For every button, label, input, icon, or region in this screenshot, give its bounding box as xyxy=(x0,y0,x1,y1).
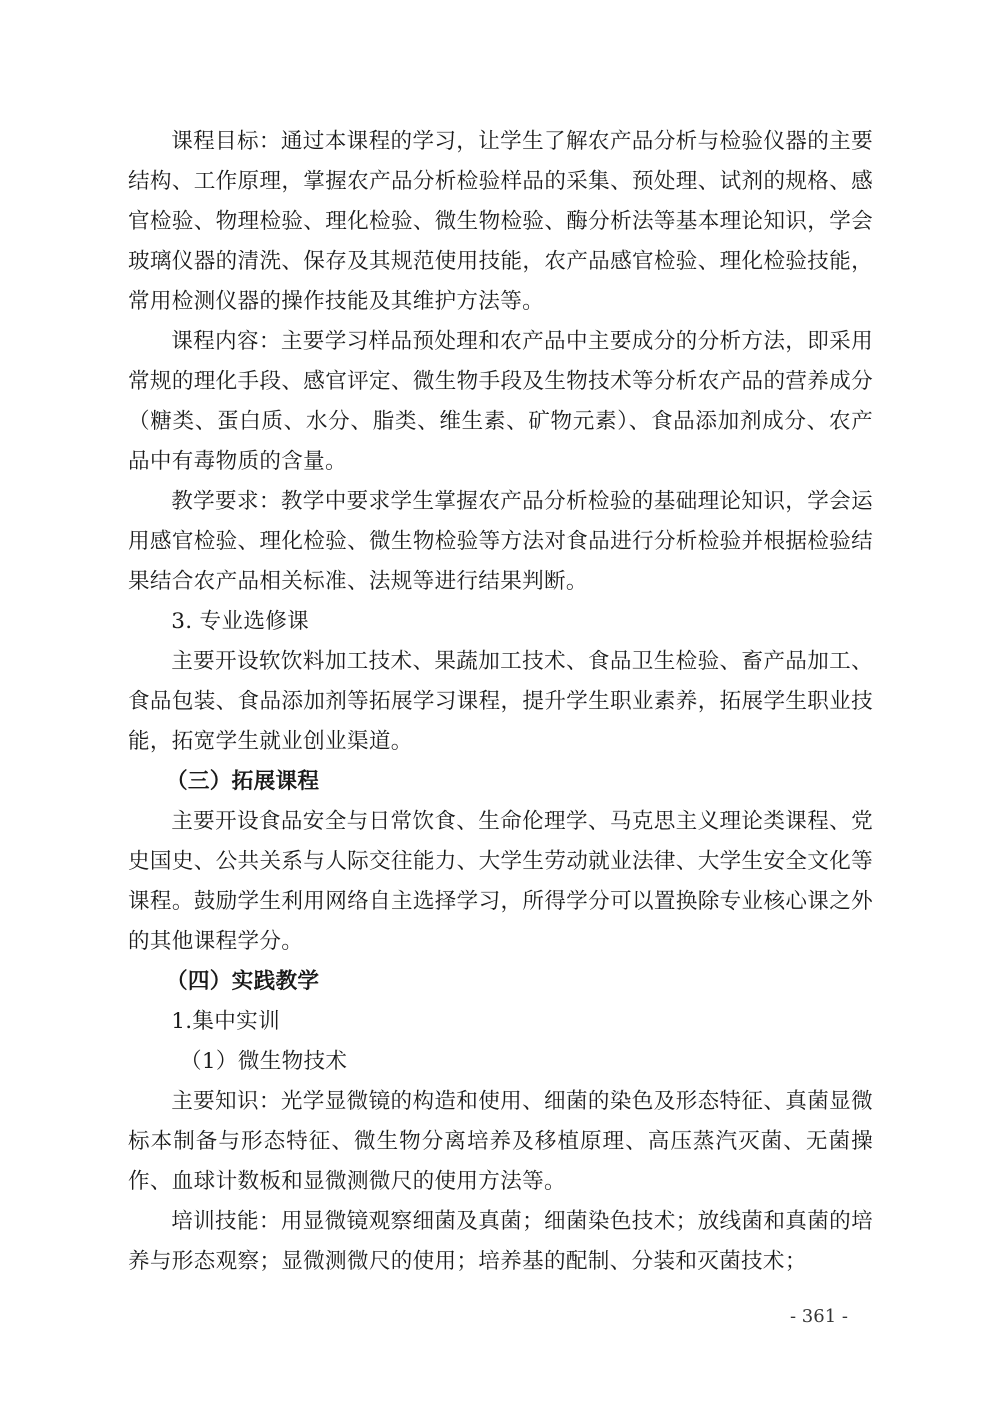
paragraph-course-objectives: 课程目标：通过本课程的学习，让学生了解农产品分析与检验仪器的主要结构、工作原理，掌握农产品分析检验样品的采集、预处理、试剂的规格、感官检验、物理检验、理化检验、微生物检验、酶分析法等基本理论知识，学会玻璃仪器的清洗、保存及其规范使用技能，农产品感官检验、理化检验技能，常用检测仪器的操作技能及其维护方法等。 xyxy=(128,129,873,314)
heading-elective-courses: 3. 专业选修课 xyxy=(171,609,310,634)
paragraph-elective-courses: 主要开设软饮料加工技术、果蔬加工技术、食品卫生检验、畜产品加工、食品包装、食品添加剂等拓展学习课程，提升学生职业素养，拓展学生职业技能，拓宽学生就业创业渠道。 xyxy=(128,649,873,754)
document-body xyxy=(128,122,873,1282)
paragraph-extension-courses: 主要开设食品安全与日常饮食、生命伦理学、马克思主义理论类课程、党史国史、公共关系与人际交往能力、大学生劳动就业法律、大学生安全文化等课程。鼓励学生利用网络自主选择学习，所得学分可以置换除专业核心课之外的其他课程学分。 xyxy=(128,809,873,954)
paragraph-course-content: 课程内容：主要学习样品预处理和农产品中主要成分的分析方法，即采用常规的理化手段、感官评定、微生物手段及生物技术等分析农产品的营养成分（糖类、蛋白质、水分、脂类、维生素、矿物元素）、食品添加剂成分、农产品中有毒物质的含量。 xyxy=(128,329,873,474)
heading-centralized-training: 1.集中实训 xyxy=(171,1009,280,1034)
page-number: - 361 - xyxy=(790,1306,848,1327)
paragraph-main-knowledge: 主要知识：光学显微镜的构造和使用、细菌的染色及形态特征、真菌显微标本制备与形态特征、微生物分离培养及移植原理、高压蒸汽灭菌、无菌操作、血球计数板和显微测微尺的使用方法等。 xyxy=(128,1089,873,1194)
heading-practical-teaching: （四）实践教学 xyxy=(166,969,320,994)
paragraph-teaching-requirements: 教学要求：教学中要求学生掌握农产品分析检验的基础理论知识，学会运用感官检验、理化检验、微生物检验等方法对食品进行分析检验并根据检验结果结合农产品相关标准、法规等进行结果判断。 xyxy=(128,489,873,594)
paragraph-training-skills: 培训技能：用显微镜观察细菌及真菌；细菌染色技术；放线菌和真菌的培养与形态观察；显微测微尺的使用；培养基的配制、分装和灭菌技术； xyxy=(128,1209,873,1274)
heading-extension-courses: （三）拓展课程 xyxy=(166,769,320,794)
heading-microbiology-technology: （1）微生物技术 xyxy=(180,1049,348,1074)
